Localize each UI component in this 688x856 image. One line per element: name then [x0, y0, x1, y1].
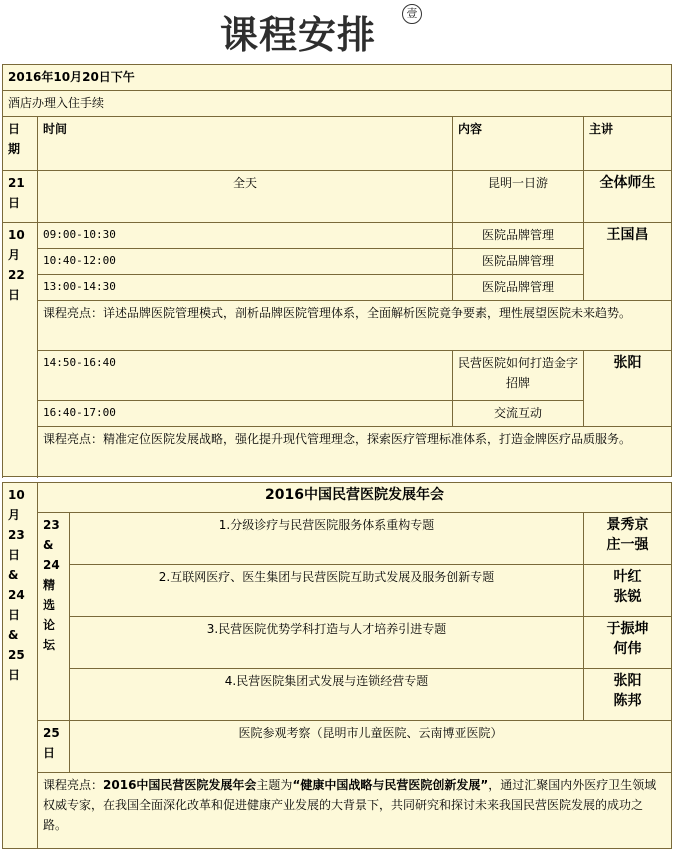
- table-row: [3, 669, 672, 721]
- time-cell: 09:00-10:30: [38, 223, 453, 249]
- session-date: 2016年10月20日下午: [3, 65, 672, 91]
- forum-topic: 2.互联网医疗、医生集团与民营医院互助式发展及服务创新专题: [70, 565, 584, 617]
- speaker-cell: 于振坤 何伟: [584, 617, 672, 669]
- header-speaker: 主讲: [584, 117, 672, 171]
- forum-table: [2, 482, 672, 849]
- table-row: [3, 223, 672, 249]
- header-time: 时间: [38, 117, 453, 171]
- date-cell: 10 月 22 日: [3, 223, 38, 477]
- visit-cell: 医院参观考察（昆明市儿童医院、云南博亚医院）: [70, 721, 672, 773]
- time-cell: 全天: [38, 171, 453, 223]
- time-cell: 10:40-12:00: [38, 249, 453, 275]
- content-cell: 医院品牌管理: [453, 275, 584, 301]
- date-cell: 21 日: [3, 171, 38, 223]
- time-cell: 16:40-17:00: [38, 401, 453, 427]
- forum-title: 2016中国民营医院发展年会: [38, 483, 672, 513]
- table-row: [3, 351, 672, 401]
- speaker-cell: 景秀京 庄一强: [584, 513, 672, 565]
- header-row: [3, 117, 672, 171]
- content-cell: 民营医院如何打造金字招牌: [453, 351, 584, 401]
- table-row: [3, 617, 672, 669]
- table-row: [3, 513, 672, 565]
- forum-topic: 4.民营医院集团式发展与连锁经营专题: [70, 669, 584, 721]
- page-title: 课程安排: [220, 13, 377, 57]
- table-row: [3, 275, 672, 301]
- forum-title-row: [3, 483, 672, 513]
- checkin-note: 酒店办理入住手续: [3, 91, 672, 117]
- header-content: 内容: [453, 117, 584, 171]
- speaker-cell: 全体师生: [584, 171, 672, 223]
- table-row: [3, 171, 672, 223]
- date-cell: 10 月 23 日 & 24 日 & 25 日: [3, 483, 38, 849]
- visit-date-cell: 25 日: [38, 721, 70, 773]
- forum-topic: 1.分级诊疗与民营医院服务体系重构专题: [70, 513, 584, 565]
- header-day: 日 期: [3, 117, 38, 171]
- table-row: [3, 65, 672, 91]
- content-cell: 昆明一日游: [453, 171, 584, 223]
- table-row: [3, 565, 672, 617]
- course-highlight-note: 课程亮点：详述品牌医院管理模式，剖析品牌医院管理体系，全面解析医院竟争要素，理性展望医院未来趋势。: [38, 301, 672, 351]
- course-highlight-note: 课程亮点：2016中国民营医院发展年会主题为“健康中国战略与民营医院创新发展”，通过汇聚国内外医疗卫生领域权威专家，在我国全面深化改革和促进健康产业发展的大背景下，共同研究和探讨未来我国民营医院发展的成功之路。: [38, 773, 672, 849]
- speaker-cell: 张阳 陈邦: [584, 669, 672, 721]
- time-cell: 13:00-14:30: [38, 275, 453, 301]
- time-cell: 14:50-16:40: [38, 351, 453, 401]
- table-row: [3, 773, 672, 849]
- table-row: [3, 301, 672, 351]
- speaker-cell: 张阳: [584, 351, 672, 427]
- schedule-table: [2, 64, 672, 477]
- speaker-cell: 叶红 张锐: [584, 565, 672, 617]
- table-row: [3, 427, 672, 477]
- speaker-cell: 王国昌: [584, 223, 672, 301]
- forum-subdate-cell: 23 & 24 精 选 论 坛: [38, 513, 70, 721]
- title-mark-badge: 壹: [402, 4, 422, 24]
- forum-topic: 3.民营医院优势学科打造与人才培养引进专题: [70, 617, 584, 669]
- header: [0, 0, 688, 64]
- table-row: [3, 91, 672, 117]
- table-row: [3, 249, 672, 275]
- content-cell: 交流互动: [453, 401, 584, 427]
- course-highlight-note: 课程亮点：精准定位医院发展战略，强化提升现代管理理念，探索医疗管理标准体系，打造金牌医疗品质服务。: [38, 427, 672, 477]
- table-row: [3, 401, 672, 427]
- content-cell: 医院品牌管理: [453, 249, 584, 275]
- table-row: [3, 721, 672, 773]
- content-cell: 医院品牌管理: [453, 223, 584, 249]
